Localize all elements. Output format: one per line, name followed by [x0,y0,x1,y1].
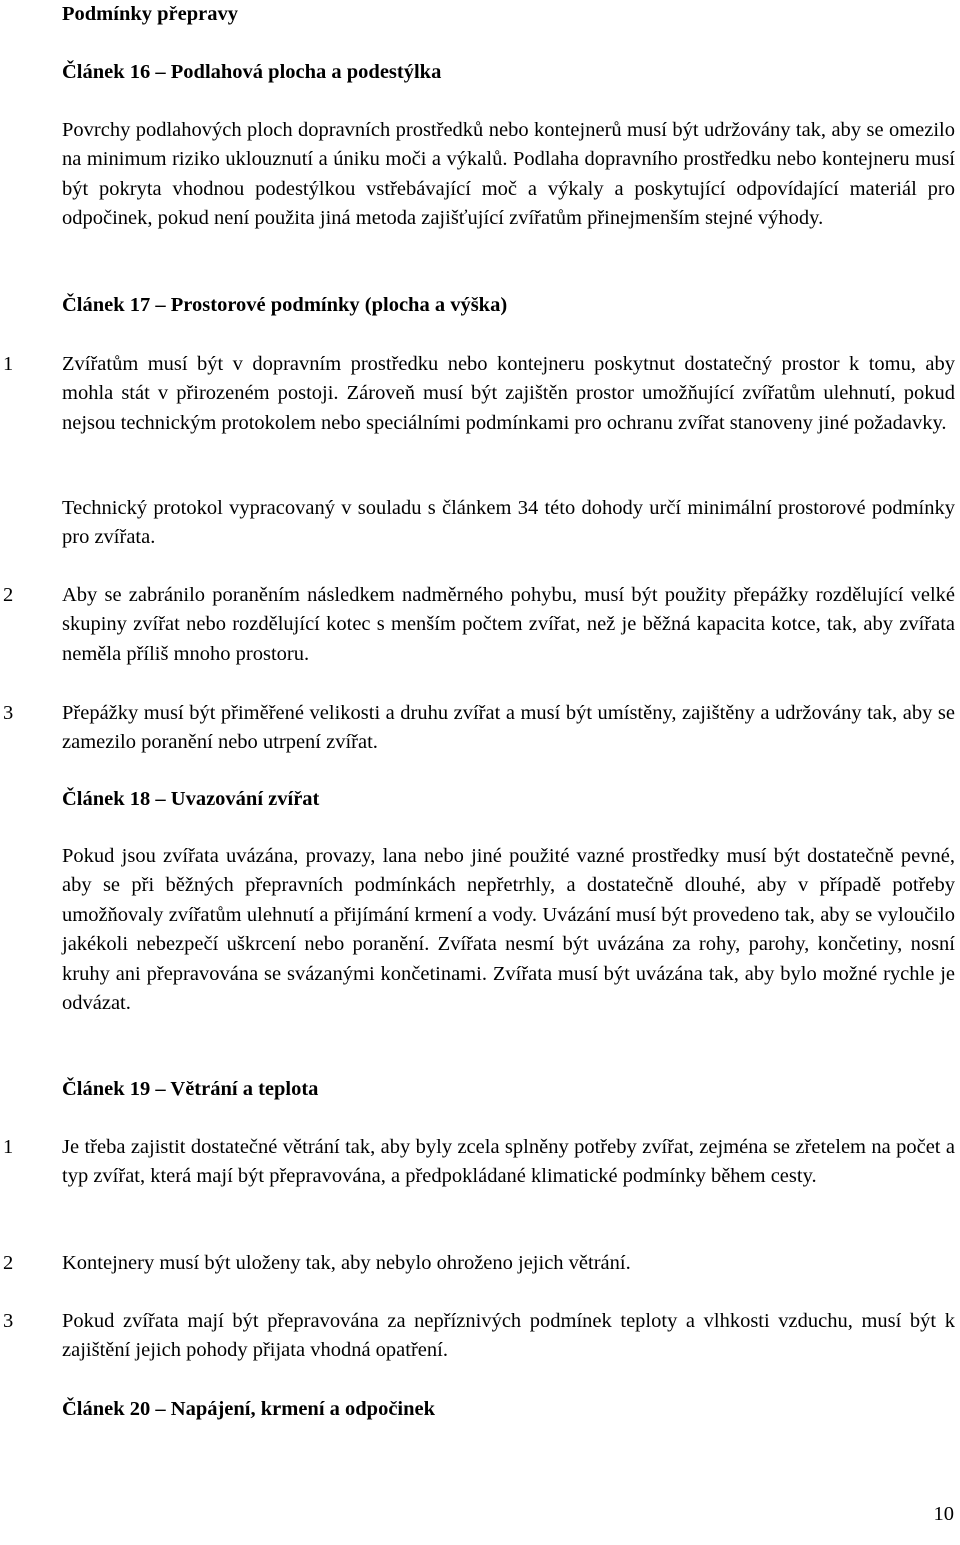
article-17-item-2-number: 2 [3,584,14,606]
article-19-item-3-number: 3 [3,1310,14,1332]
article-19-heading: Článek 19 – Větrání a teplota [62,1078,319,1100]
article-16-heading: Článek 16 – Podlahová plocha a podestýlka [62,61,442,83]
article-19-item-2-number: 2 [3,1252,14,1274]
article-18-paragraph: Pokud jsou zvířata uvázána, provazy, lana nebo jiné použité vazné prostředky musí být dostatečně pevné, aby se při běžných přepravních podmínkách nepřetrhly, a dostatečně dlouhé, aby v případě potřeby umožňovaly zvířatům ulehnutí a přijímání krmení a vody. Uvázání musí být provedeno tak, aby se vyloučilo jakékoli nebezpečí uškrcení nebo poranění. Zvířata nesmí být uvázána za rohy, parohy, končetiny, nosní kruhy ani přepravována se svázanými končetinami. Zvířata musí být uvázána tak, aby bylo možné rychle je odvázat. [62,845,955,1015]
article-16-paragraph: Povrchy podlahových ploch dopravních prostředků nebo kontejnerů musí být udržovány tak, aby se omezilo na minimum riziko uklouznutí a úniku moči a výkalů. Podlaha dopravního prostředku nebo kontejneru musí být pokryta vhodnou podestýlkou vstřebávající moč a výkaly a poskytující odpovídající materiál pro odpočinek, pokud není použita jiná metoda zajišťující zvířatům přinejmenším stejné výhody. [62,119,955,230]
article-17-item-1-number: 1 [3,353,14,375]
article-17-item-3-text: Přepážky musí být přiměřené velikosti a druhu zvířat a musí být umístěny, zajištěny a udržovány tak, aby se zamezilo poranění nebo utrpení zvířat. [62,702,955,754]
article-17-item-1-text: Zvířatům musí být v dopravním prostředku nebo kontejneru poskytnut dostatečný prostor k tomu, aby mohla stát v přirozeném postoji. Zároveň musí být zajištěn prostor umožňující zvířatům ulehnutí, pokud nejsou technickým protokolem nebo speciálními podmínkami pro ochranu zvířat stanoveny jiné požadavky. [62,353,955,434]
page-number: 10 [933,1503,954,1525]
article-17-item-3-number: 3 [3,702,14,724]
article-17-heading: Článek 17 – Prostorové podmínky (plocha a výška) [62,294,508,316]
article-20-heading: Článek 20 – Napájení, krmení a odpočinek [62,1398,436,1420]
article-19-item-1-text: Je třeba zajistit dostatečné větrání tak, aby byly zcela splněny potřeby zvířat, zejména se zřetelem na počet a typ zvířat, která mají být přepravována, a předpokládané klimatické podmínky během cesty. [62,1136,955,1188]
article-17-item-2-text: Aby se zabránilo poraněním následkem nadměrného pohybu, musí být použity přepážky rozdělující velké skupiny zvířat nebo rozdělující kotec s menším počtem zvířat, než je běžná kapacita kotce, tak, aby zvířata neměla příliš mnoho prostoru. [62,584,955,665]
article-18-heading: Článek 18 – Uvazování zvířat [62,788,320,810]
article-19-item-2-text: Kontejnery musí být uloženy tak, aby nebylo ohroženo jejich větrání. [62,1252,631,1274]
article-19-item-3-text: Pokud zvířata mají být přepravována za nepříznivých podmínek teploty a vlhkosti vzduchu, musí být k zajištění jejich pohody přijata vhodná opatření. [62,1310,955,1362]
article-17-protocol-text: Technický protokol vypracovaný v souladu s článkem 34 této dohody určí minimální prostorové podmínky pro zvířata. [62,497,955,549]
article-19-item-1-number: 1 [3,1136,14,1158]
document-title: Podmínky přepravy [62,3,238,25]
